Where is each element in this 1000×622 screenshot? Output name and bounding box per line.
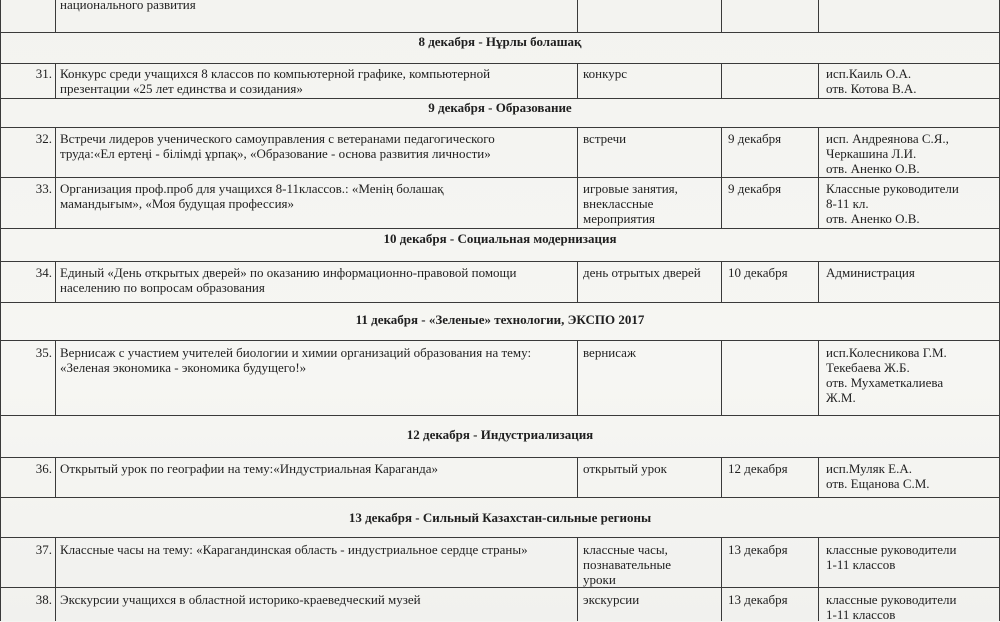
row-divider [0,497,1000,498]
row-form: открытый урок [583,461,667,476]
section-heading: 10 декабря - Социальная модернизация [383,231,617,246]
col-divider [55,340,56,415]
row-description: Организация проф.проб для учащихся 8-11классов.: «Менің болашақ мамандығым», «Моя будущая профессия» [60,181,444,211]
col-divider [577,63,578,98]
row-description: Классные часы на тему: «Карагандинская область - индустриальное сердце страны» [60,542,528,557]
row-divider [0,302,1000,303]
row-divider [0,537,1000,538]
section-heading: 12 декабря - Индустриализация [406,427,594,442]
col-divider [721,537,722,621]
row-responsible: исп.Каиль О.А. отв. Котова В.А. [826,66,917,96]
row-number: 33. [35,181,52,196]
col-divider [577,0,578,32]
row-divider [0,32,1000,33]
col-divider [818,340,819,415]
col-divider [721,63,722,98]
col-divider [818,457,819,497]
section-heading: 8 декабря - Нұрлы болашақ [418,34,582,49]
col-divider [577,261,578,302]
row-number: 34. [35,265,52,280]
row-description: Единый «День открытых дверей» по оказанию информационно-правовой помощи населению по вопросам образования [60,265,517,295]
row-responsible: классные руководители 1-11 классов [826,592,957,622]
col-divider [577,340,578,415]
col-divider [721,0,722,32]
row-responsible: Классные руководители 8-11 кл. отв. Аненко О.В. [826,181,959,226]
section-heading: 9 декабря - Образование [428,100,572,115]
row-description: Конкурс среди учащихся 8 классов по компьютерной графике, компьютерной презентации «25 лет единства и созидания» [60,66,491,96]
row-number: 31. [35,66,52,81]
row-responsible: исп. Андреянова С.Я., Черкашина Л.И. отв. Аненко О.В. [826,131,949,176]
row-divider [0,228,1000,229]
row-form: конкурс [583,66,628,81]
col-divider [721,261,722,302]
row-divider [0,261,1000,262]
row-form: игровые занятия, внеклассные мероприятия [583,181,678,226]
row-date: 9 декабря [728,181,782,196]
row-date: 10 декабря [728,265,788,280]
table-cell: национального развития [60,0,196,12]
col-divider [721,340,722,415]
row-date: 12 декабря [728,461,788,476]
row-number: 32. [35,131,52,146]
col-divider [577,457,578,497]
row-form: день отрытых дверей [583,265,701,280]
row-form: экскурсии [583,592,640,607]
col-divider [721,457,722,497]
row-divider [0,457,1000,458]
row-divider [0,340,1000,341]
col-divider [818,261,819,302]
row-description: Вернисаж с участием учителей биологии и химии организаций образования на тему: «Зеленая экономика - экономика будущего!» [60,345,532,375]
row-divider [0,415,1000,416]
row-responsible: исп.Муляк Е.А. отв. Ещанова С.М. [826,461,930,491]
row-description: Открытый урок по географии на тему:«Индустриальная Караганда» [60,461,438,476]
row-date: 13 декабря [728,592,788,607]
row-divider [0,63,1000,64]
row-date: 9 декабря [728,131,782,146]
col-divider [55,63,56,98]
col-divider [818,63,819,98]
row-date: 13 декабря [728,542,788,557]
col-divider [55,537,56,621]
row-responsible: исп.Колесникова Г.М. Текебаева Ж.Б. отв. Мухаметкалиева Ж.М. [826,345,947,405]
row-description: Встречи лидеров ученического самоуправления с ветеранами педагогического труда:«Ел ертеңі - білімді ұрпақ», «Образование - основа развития личности» [60,131,495,161]
row-number: 35. [35,345,52,360]
row-responsible: Администрация [826,265,915,280]
row-number: 37. [35,542,52,557]
col-divider [577,537,578,621]
row-form: классные часы, познавательные уроки [583,542,672,587]
col-divider [818,537,819,621]
row-number: 36. [35,461,52,476]
row-description: Экскурсии учащихся в областной историко-краеведческий музей [60,592,421,607]
row-divider [0,98,1000,99]
row-divider [0,587,1000,588]
col-divider [55,0,56,32]
row-divider [0,127,1000,128]
row-number: 38. [35,592,52,607]
col-divider [55,261,56,302]
section-heading: 13 декабря - Сильный Казахстан-сильные регионы [348,510,652,525]
col-divider [55,457,56,497]
table-border-left [0,0,1,621]
row-form: встречи [583,131,627,146]
row-form: вернисаж [583,345,636,360]
section-heading: 11 декабря - «Зеленые» технологии, ЭКСПО 2017 [355,312,645,327]
row-responsible: классные руководители 1-11 классов [826,542,957,572]
row-divider [0,177,1000,178]
col-divider [818,0,819,32]
